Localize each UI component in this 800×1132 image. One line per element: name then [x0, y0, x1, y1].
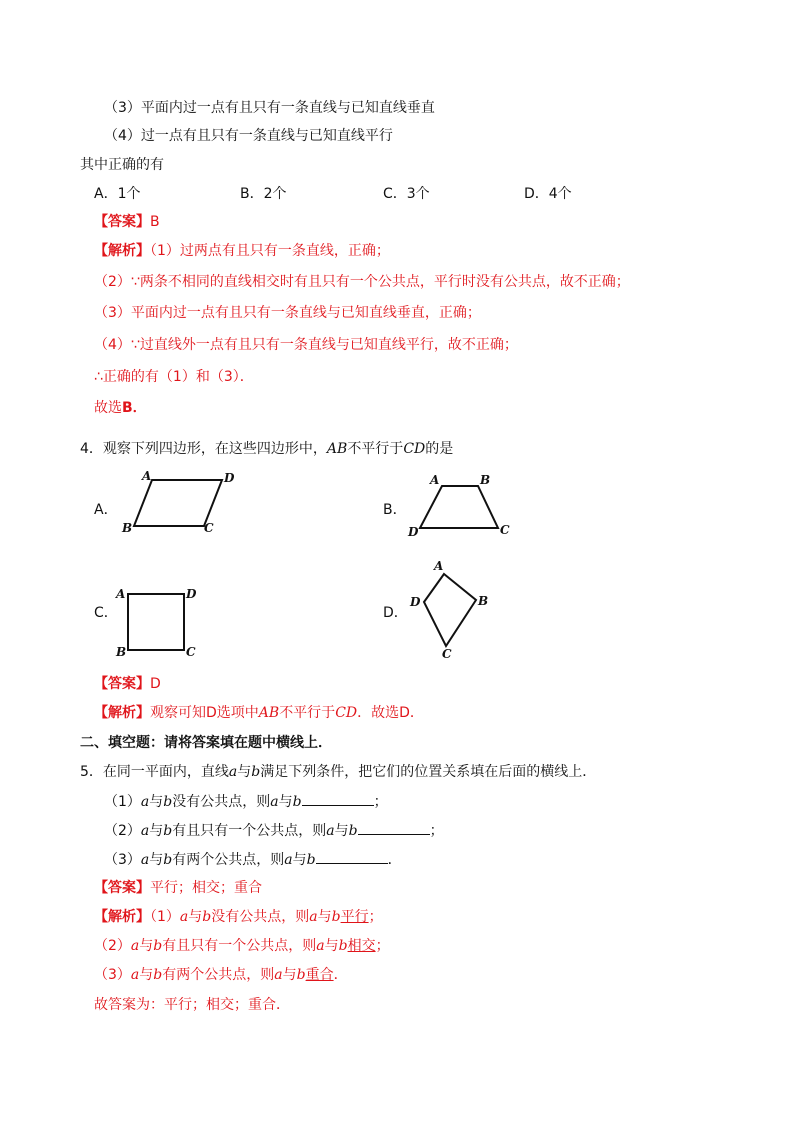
q5-item-end: ；	[429, 823, 444, 839]
q4-figure-b-trapezoid	[400, 468, 520, 538]
q5-and: 与	[149, 794, 164, 810]
q5-a: a	[270, 794, 279, 810]
vertex-d: D	[224, 471, 235, 485]
analysis-line-5: ∴正确的有（1）和（3）．	[94, 369, 254, 385]
q5-item-num: （1）	[104, 794, 141, 810]
q5-analysis-line-3	[94, 965, 348, 985]
q5-item-cond: 有两个公共点，则	[162, 967, 275, 983]
q5-stem-suffix: 满足下列条件，把它们的位置关系填在后面的横线上．	[260, 764, 597, 780]
q4-analysis-cd: CD	[335, 705, 358, 721]
q5-and: 与	[292, 852, 307, 868]
vertex-c: C	[442, 647, 452, 661]
vertex-a: A	[430, 473, 440, 487]
answer-blank[interactable]	[358, 820, 430, 835]
q4-stem-suffix: 的是	[425, 441, 454, 457]
q5-item-1	[104, 791, 388, 812]
q5-item-cond: 有两个公共点，则	[172, 852, 285, 868]
answer-blank[interactable]	[316, 849, 388, 864]
q5-item-end: ．	[333, 967, 348, 983]
q4-answer-value: D	[150, 676, 161, 692]
vertex-b: B	[478, 594, 489, 608]
q5-item-end: ；	[373, 794, 388, 810]
q5-a: a	[130, 967, 140, 983]
q5-a: a	[274, 967, 283, 983]
q4-figure-d-quadrilateral	[400, 556, 510, 666]
q5-a: a	[140, 823, 150, 839]
q5-and: 与	[278, 794, 293, 810]
analysis-tag: 【解析】	[94, 243, 150, 259]
statement-4: （4）过一点有且只有一条直线与已知直线平行	[104, 128, 393, 144]
q5-item-cond: 有且只有一个公共点，则	[162, 938, 317, 954]
conclusion-choice: B．	[122, 400, 147, 416]
vertex-a: A	[116, 587, 126, 601]
answer-blank[interactable]	[302, 791, 374, 806]
vertex-b: B	[116, 645, 127, 659]
q5-item-cond: 有且只有一个公共点，则	[172, 823, 327, 839]
q5-a: a	[309, 909, 318, 925]
conclusion-line	[94, 398, 147, 418]
q5-item-num: （3）	[94, 967, 131, 983]
answer-line	[94, 212, 160, 232]
q4-figure-c-square	[114, 582, 214, 662]
q5-analysis-tag: 【解析】	[94, 909, 150, 925]
q5-b: b	[163, 823, 173, 839]
q5-b: b	[163, 852, 173, 868]
analysis-line-4: （4）∵过直线外一点有且只有一条直线与已知直线平行，故不正确；	[94, 337, 518, 353]
q4-analysis-prefix: 观察可知D选项中	[150, 705, 259, 721]
q5-b: b	[251, 764, 261, 780]
q5-item-num: （3）	[104, 852, 141, 868]
analysis-line-2: （2）∵两条不相同的直线相交时有且只有一个公共点，平行时没有公共点，故不正确；	[94, 274, 630, 290]
q5-a: a	[316, 938, 325, 954]
option-a: A．1个	[94, 186, 141, 202]
q5-b: b	[348, 823, 358, 839]
q4-option-d-label: D．	[383, 605, 408, 621]
vertex-d: D	[410, 595, 421, 609]
q4-figure-a-parallelogram	[118, 468, 238, 538]
q4-stem-prefix: 4．观察下列四边形，在这些四边形中，	[80, 441, 327, 457]
answer-value: B	[150, 214, 160, 230]
vertex-c: C	[500, 523, 510, 537]
q5-b: b	[331, 909, 341, 925]
question-prompt: 其中正确的有	[80, 157, 164, 173]
q5-and: 与	[149, 823, 164, 839]
vertex-b: B	[480, 473, 491, 487]
vertex-d: D	[408, 525, 419, 538]
q5-item-end: ；	[375, 938, 390, 954]
q5-b: b	[202, 909, 212, 925]
q5-b: b	[153, 967, 163, 983]
q5-stem	[80, 762, 596, 782]
q5-and: 与	[282, 967, 297, 983]
q5-a: a	[228, 764, 238, 780]
q4-option-b-label: B．	[383, 502, 407, 518]
q5-b: b	[292, 794, 302, 810]
q5-analysis-line-1	[94, 907, 383, 927]
q4-option-a-label: A．	[94, 502, 118, 518]
q5-item-end: ；	[368, 909, 383, 925]
q4-option-c-label: C．	[94, 605, 118, 621]
q4-analysis-tag: 【解析】	[94, 705, 150, 721]
q4-cd: CD	[403, 441, 426, 457]
vertex-b: B	[122, 521, 133, 535]
q5-answer-tag: 【答案】	[94, 880, 150, 896]
option-d: D．4个	[524, 186, 572, 202]
q5-item-num: （2）	[104, 823, 141, 839]
conclusion-prefix: 故选	[94, 400, 122, 416]
q4-answer-line	[94, 674, 161, 694]
q5-filled-answer: 相交	[347, 938, 376, 954]
q5-item-num: （1）	[150, 909, 180, 925]
vertex-c: C	[204, 521, 214, 535]
q5-b: b	[338, 938, 348, 954]
q5-stem-prefix: 5．在同一平面内，直线	[80, 764, 229, 780]
q5-b: b	[306, 852, 316, 868]
option-c: C．3个	[383, 186, 430, 202]
analysis-line-1	[94, 241, 390, 261]
q5-and: 与	[334, 823, 349, 839]
q4-analysis-mid: 不平行于	[279, 705, 336, 721]
q5-a: a	[284, 852, 293, 868]
vertex-c: C	[186, 645, 196, 659]
q5-item-cond: 没有公共点，则	[211, 909, 310, 925]
q5-item-3	[104, 849, 402, 870]
q5-item-cond: 没有公共点，则	[172, 794, 271, 810]
analysis-line-3: （3）平面内过一点有且只有一条直线与已知直线垂直，正确；	[94, 305, 481, 321]
q5-final-answer: 故答案为：平行；相交；重合．	[94, 997, 290, 1013]
statement-3: （3）平面内过一点有且只有一条直线与已知直线垂直	[104, 100, 435, 116]
q4-analysis-line	[94, 703, 424, 723]
q5-filled-answer: 重合	[305, 967, 334, 983]
q5-b: b	[153, 938, 163, 954]
q5-and: 与	[188, 909, 203, 925]
q5-and: 与	[317, 909, 332, 925]
q5-item-end: ．	[387, 852, 402, 868]
q5-item-2	[104, 820, 444, 841]
q4-ab: AB	[326, 441, 348, 457]
q4-answer-tag: 【答案】	[94, 676, 150, 692]
q5-answer-value: 平行；相交；重合	[150, 880, 262, 896]
analysis-text: （1）过两点有且只有一条直线，正确；	[150, 243, 390, 259]
q4-stem-mid: 不平行于	[347, 441, 404, 457]
q5-and: 与	[324, 938, 339, 954]
q5-and: 与	[139, 938, 154, 954]
q5-b: b	[296, 967, 306, 983]
q5-answer-line	[94, 878, 262, 898]
option-b: B．2个	[240, 186, 287, 202]
q4-analysis-suffix: ．故选D．	[357, 705, 424, 721]
answer-tag: 【答案】	[94, 214, 150, 230]
q4-stem	[80, 439, 453, 459]
q5-and: 与	[149, 852, 164, 868]
q5-item-num: （2）	[94, 938, 131, 954]
q5-a: a	[179, 909, 189, 925]
q5-b: b	[163, 794, 173, 810]
vertex-a: A	[142, 469, 152, 483]
q5-and: 与	[237, 764, 252, 780]
q5-a: a	[140, 852, 150, 868]
section-2-title: 二、填空题：请将答案填在题中横线上．	[80, 735, 332, 751]
vertex-d: D	[186, 587, 197, 601]
q5-and: 与	[139, 967, 154, 983]
q5-a: a	[326, 823, 335, 839]
vertex-a: A	[434, 559, 444, 573]
q5-analysis-line-2	[94, 936, 390, 956]
q4-analysis-ab: AB	[258, 705, 280, 721]
q5-a: a	[140, 794, 150, 810]
q5-a: a	[130, 938, 140, 954]
q5-filled-answer: 平行	[340, 909, 369, 925]
